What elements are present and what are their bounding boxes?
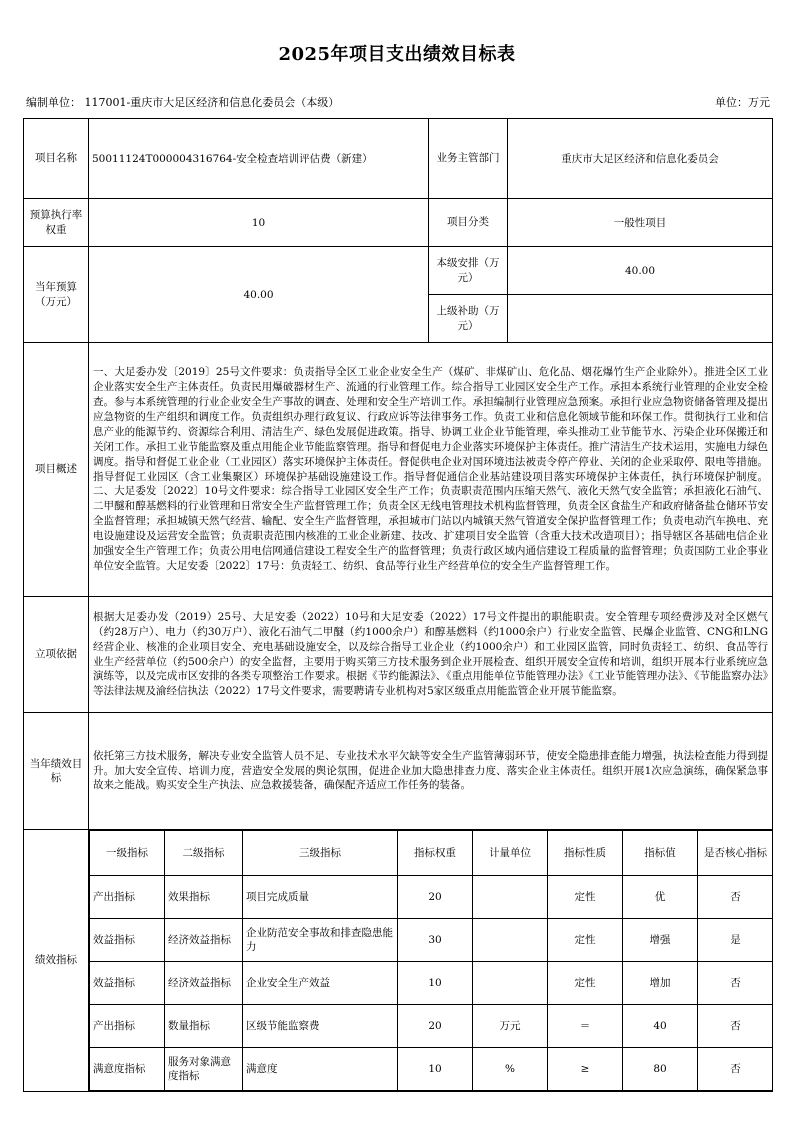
- indicator-unit: [473, 919, 548, 962]
- category-label: 项目分类: [429, 199, 508, 247]
- basis-label: 立项依据: [24, 597, 89, 713]
- local-value: 40.00: [508, 247, 773, 295]
- budget-value: 40.00: [89, 247, 429, 343]
- indicator-value: 增加: [623, 962, 698, 1005]
- indicator-l2: 服务对象满意度指标: [165, 1048, 243, 1091]
- indicator-row: [90, 876, 773, 919]
- indicator-core: 否: [698, 1048, 773, 1091]
- dept-label: 业务主管部门: [429, 119, 508, 199]
- indicator-l3: 满意度: [243, 1048, 398, 1091]
- indicator-unit: %: [473, 1048, 548, 1091]
- indicator-header-row: [90, 831, 773, 876]
- indicator-weight: 20: [398, 1005, 473, 1048]
- indicator-l1: 产出指标: [90, 1005, 165, 1048]
- exec-weight-label: 预算执行率权重: [24, 199, 89, 247]
- goal-text: 依托第三方技术服务，解决专业安全监管人员不足、专业技术水平欠缺等安全生产监管薄弱环节，使安全隐患排查能力增强，执法检查能力得到提升。加大安全宣传、培训力度，营造安全发展的舆论氛围，促进企业加大隐患排查力度、落实企业主体责任。组织开展1次应急演练，确保紧急事故来之能战。购买安全生产执法、应急救援装备，确保配齐适应工作任务的装备。: [89, 713, 773, 830]
- indicator-unit: [473, 962, 548, 1005]
- indicator-weight: 30: [398, 919, 473, 962]
- project-name-label: 项目名称: [24, 119, 89, 199]
- currency-unit: 单位：万元: [715, 96, 770, 109]
- indicator-l1: 产出指标: [90, 876, 165, 919]
- indicators-cell: [89, 830, 773, 1092]
- page-title: 2025年项目支出绩效目标表: [278, 44, 516, 65]
- indicator-l2: 效果指标: [165, 876, 243, 919]
- compiling-unit: [26, 94, 339, 110]
- header-cell: 指标权重: [398, 831, 473, 876]
- header-cell: 计量单位: [473, 831, 548, 876]
- indicator-unit: [473, 876, 548, 919]
- dept-value: 重庆市大足区经济和信息化委员会: [508, 119, 773, 199]
- compiling-unit-label: 编制单位：: [26, 96, 81, 109]
- header-cell: 一级指标: [90, 831, 165, 876]
- indicator-l2: 经济效益指标: [165, 962, 243, 1005]
- header-cell: 二级指标: [165, 831, 243, 876]
- indicator-core: 否: [698, 876, 773, 919]
- indicator-l3: 企业防范安全事故和排查隐患能力: [243, 919, 398, 962]
- basis-text: 根据大足委办发（2019）25号、大足安委（2022）10号和大足安委（2022）17号文件提出的职能职责。安全管理专项经费涉及对全区燃气（约28万户）、电力（约30万户）、液化石油气二甲醚（约1000余户）和醇基燃料（约1000余户）行业安全监管、民爆企业监管、CNG和LNG经营企业、核准的企业项目安全、充电基础设施安全，以及综合指导工业企业（约1000余户）和工业园区监管，同时负责轻工、纺织、食品等行业生产经营单位（约500余户）的安全监督，主要用于购买第三方技术服务到企业开展检查、组织开展安全宣传和培训，组织开展本行业系统应急演练等，以及完成市区安排的各类专项整治工作要求。根据《节约能源法》、《重点用能单位节能管理办法》《工业节能管理办法》、《节能监察办法》等法律法规及渝经信执法（2022）17号文件要求，需要聘请专业机构对5家区级重点用能监管企业开展节能监察。: [89, 597, 773, 713]
- indicator-weight: 10: [398, 1048, 473, 1091]
- indicator-weight: 10: [398, 962, 473, 1005]
- subsidy-value: [508, 295, 773, 343]
- indicator-nature: 定性: [548, 876, 623, 919]
- indicator-value: 优: [623, 876, 698, 919]
- indicator-row: [90, 1048, 773, 1091]
- indicator-core: 是: [698, 919, 773, 962]
- indicator-core: 否: [698, 1005, 773, 1048]
- goal-table: [23, 118, 773, 1092]
- indicator-weight: 20: [398, 876, 473, 919]
- indicators-table: [89, 830, 773, 1091]
- overview-text: 一、大足委办发〔2019〕25号文件要求：负责指导全区工业企业安全生产（煤矿、非煤矿山、危化品、烟花爆竹生产企业除外）。推进全区工业企业落实安全生产主体责任。负责民用爆破器材生产、流通的行业管理工作。综合指导工业园区安全生产工作。承担本系统行业管理的企业安全检查。参与本系统管理的行业企业安全生产事故的调查、处理和安全生产培训工作。承担编制行业管理应急预案。承担行业应急物资储备管理及提出应急物资的生产组织和调度工作。负责组织办理行政复议、行政应诉等法律事务工作。负责工业和信息化领域节能和环保工作。贯彻执行工业和信息产业的能源节约、资源综合利用、清洁生产、绿色发展促进政策。指导、协调工业企业节能管理，牵头推动工业节能节水、污染企业环保搬迁和关闭工作。承担工业节能监察及重点用能企业节能监察管理。指导和督促电力企业落实环境保护主体责任。推广清洁生产技术运用，实施电力绿色调度。指导和督促工业企业（工业园区）落实环境保护主体责任。督促供电企业对国环境违法被责令停产停业、关闭的企业采取停、限电等措施。指导督促工业园区（含工业集聚区）环境保护基础设施建设工作。指导督促通信企业基站建设项目落实环境保护主体责任，执行环境保护制度。二、大足委发〔2022〕10号文件要求：综合指导工业园区安全生产工作；负责职责范围内压缩天然气、液化天然气安全监管；承担液化石油气、二甲醚和醇基燃料的行业管理和日常安全生产监督管理工作；负责全区无线电管理技术机构监督管理，负责全区食盐生产和政府储备盐仓储环节安全监督管理；承担城镇天然气经营、输配、安全生产监督管理，承担城市门站以内城镇天然气管道安全保护监督管理工作；负责电动汽车换电、充电设施建设及运营安全监管；负责职责范围内核准的工业企业新建、技改、扩建项目安全监管（含重大技术改造项目）；指导辖区各基础电信企业加强安全生产管理工作；负责公用电信网通信建设工程安全生产的监督管理；负责行政区域内通信建设工程质量的监督管理；负责国防工业企事业单位安全监管。大足安委〔2022〕17号：负责轻工、纺织、食品等行业生产经营单位的安全生产监督管理工作。: [89, 343, 773, 597]
- indicator-l3: 区级节能监察费: [243, 1005, 398, 1048]
- indicator-l2: 数量指标: [165, 1005, 243, 1048]
- budget-label: 当年预算（万元）: [24, 247, 89, 343]
- header-cell: 指标值: [623, 831, 698, 876]
- indicator-l2: 经济效益指标: [165, 919, 243, 962]
- indicator-value: 40: [623, 1005, 698, 1048]
- indicator-nature: ＝: [548, 1005, 623, 1048]
- indicator-l1: 效益指标: [90, 919, 165, 962]
- indicator-core: 否: [698, 962, 773, 1005]
- indicator-value: 80: [623, 1048, 698, 1091]
- indicator-unit: 万元: [473, 1005, 548, 1048]
- project-name: 50011124T000004316764-安全检查培训评估费（新建）: [89, 119, 429, 199]
- header-cell: 是否核心指标: [698, 831, 773, 876]
- header-cell: 三级指标: [243, 831, 398, 876]
- indicator-value: 增强: [623, 919, 698, 962]
- indicator-nature: 定性: [548, 919, 623, 962]
- indicator-row: [90, 1005, 773, 1048]
- exec-weight-value: 10: [89, 199, 429, 247]
- indicator-nature: 定性: [548, 962, 623, 1005]
- indicator-l1: 满意度指标: [90, 1048, 165, 1091]
- category-value: 一般性项目: [508, 199, 773, 247]
- indicator-l1: 效益指标: [90, 962, 165, 1005]
- indicator-l3: 企业安全生产效益: [243, 962, 398, 1005]
- indicator-row: [90, 919, 773, 962]
- indicator-row: [90, 962, 773, 1005]
- subsidy-label: 上级补助（万元）: [429, 295, 508, 343]
- goal-label: 当年绩效目标: [24, 713, 89, 830]
- local-label: 本级安排（万元）: [429, 247, 508, 295]
- header-cell: 指标性质: [548, 831, 623, 876]
- indicator-l3: 项目完成质量: [243, 876, 398, 919]
- indicators-label: 绩效指标: [24, 830, 89, 1092]
- overview-label: 项目概述: [24, 343, 89, 597]
- indicator-nature: ≥: [548, 1048, 623, 1091]
- compiling-unit-value: 117001-重庆市大足区经济和信息化委员会（本级）: [84, 96, 340, 109]
